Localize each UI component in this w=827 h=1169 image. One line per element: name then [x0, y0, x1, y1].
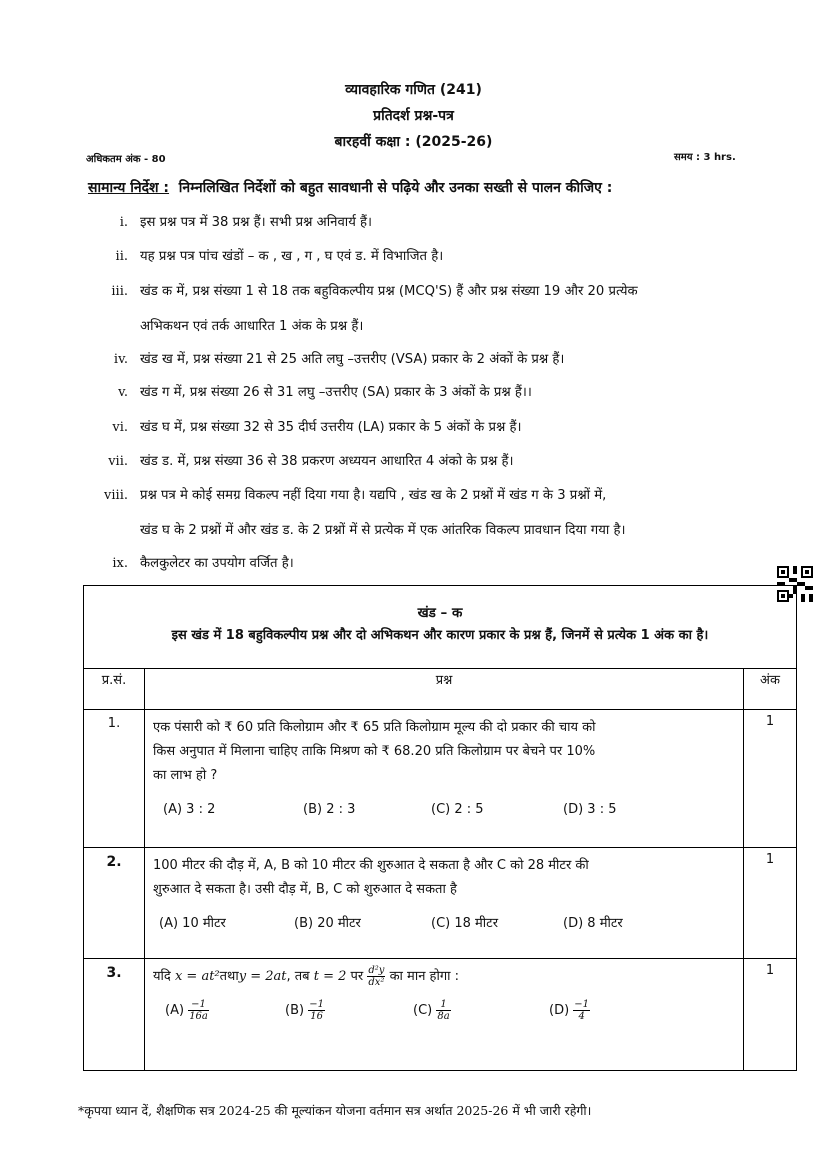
- option-c: (C) 18 मीटर: [431, 916, 499, 931]
- instruction-number: viii.: [104, 488, 128, 503]
- option-fraction: [573, 999, 590, 1022]
- equation-x: x = at²: [174, 969, 220, 984]
- question-number: 2.: [84, 848, 145, 959]
- question-text-then: , तब: [286, 969, 310, 984]
- instruction-text: खंड घ में, प्रश्न संख्या 32 से 35 दीर्घ उत्तरीय (LA) प्रकार के 5 अंकों के प्रश्न हैं।: [140, 420, 522, 435]
- instruction-number: iii.: [111, 284, 128, 299]
- option-b: (B) 2 : 3: [303, 802, 356, 817]
- option-label: (B): [285, 1003, 305, 1018]
- question-row: [84, 710, 797, 848]
- instruction-text: खंड ख में, प्रश्न संख्या 21 से 25 अति लघु –उत्तरीए (VSA) प्रकार के 2 अंकों के प्रश्न हैं।: [140, 352, 565, 367]
- section-title: खंड – क: [417, 605, 463, 621]
- question-marks: 1: [744, 848, 797, 959]
- general-instructions-text: निम्नलिखित निर्देशों को बहुत सावधानी से पढ़िये और उनका सख्ती से पालन कीजिए :: [178, 180, 613, 196]
- column-header-marks: अंक: [744, 669, 797, 710]
- instruction-continuation: अभिकथन एवं तर्क आधारित 1 अंक के प्रश्न हैं।: [140, 319, 364, 334]
- instruction-number: iv.: [113, 352, 128, 367]
- question-text-prefix: यदि: [153, 969, 171, 984]
- instruction-continuation: खंड घ के 2 प्रश्नों में और खंड ड. के 2 प्रश्नों में से प्रत्येक में एक आंतरिक विकल्प प्रावधान दिया गया है।: [140, 523, 626, 538]
- fraction-denominator: 16: [310, 1011, 323, 1022]
- option-label: (A): [165, 1003, 185, 1018]
- option-fraction: [436, 999, 450, 1022]
- question-body: [145, 848, 744, 959]
- option-a: [153, 999, 285, 1023]
- general-instructions-heading: [88, 178, 612, 197]
- options-row: [153, 912, 735, 936]
- section-a-table: [83, 585, 797, 1071]
- instruction-text: इस प्रश्न पत्र में 38 प्रश्न हैं। सभी प्रश्न अनिवार्य हैं।: [140, 215, 373, 230]
- paper-subject-title: व्यावहारिक गणित (241): [345, 82, 482, 98]
- paper-type-title: प्रतिदर्श प्रश्न-पत्र: [373, 108, 454, 124]
- question-marks: 1: [744, 710, 797, 848]
- options-row: [153, 798, 735, 822]
- time-allowed: समय : 3 hrs.: [674, 152, 736, 163]
- option-a: (A) 3 : 2: [163, 802, 216, 817]
- section-description: इस खंड में 18 बहुविकल्पीय प्रश्न और दो अभिकथन और कारण प्रकार के प्रश्न हैं, जिनमें से प्रत्येक 1 अंक का है।: [171, 628, 709, 643]
- fraction-numerator: 1: [436, 999, 450, 1011]
- instruction-number: v.: [118, 385, 128, 400]
- option-d: (D) 8 मीटर: [563, 916, 623, 931]
- instruction-number: ii.: [115, 249, 128, 264]
- instruction-number: vii.: [108, 454, 128, 469]
- question-row: [84, 959, 797, 1071]
- fraction-denominator: 4: [578, 1011, 585, 1022]
- fraction-denominator: 8a: [437, 1011, 450, 1022]
- fraction-numerator: −1: [574, 999, 590, 1010]
- general-instructions-label: सामान्य निर्देश :: [88, 180, 170, 196]
- table-column-headers: [84, 669, 797, 710]
- option-d: (D) 3 : 5: [563, 802, 617, 817]
- question-line: 100 मीटर की दौड़ में, A, B को 10 मीटर की शुरुआत दे सकता है और C को 28 मीटर की: [153, 858, 589, 873]
- footer-note: *कृपया ध्यान दें, शैक्षणिक सत्र 2024-25 की मूल्यांकन योजना वर्तमान सत्र अर्थात 2025-26 में भी जारी रहेगी।: [78, 1103, 592, 1118]
- derivative-fraction: [367, 965, 385, 988]
- instruction-number: i.: [119, 215, 128, 230]
- fraction-numerator: −1: [309, 999, 324, 1010]
- option-b: [285, 999, 413, 1023]
- question-line: का लाभ हो ?: [153, 768, 218, 783]
- question-line: एक पंसारी को ₹ 60 प्रति किलोग्राम और ₹ 65 प्रति किलोग्राम मूल्य की दो प्रकार की चाय को: [153, 720, 596, 735]
- question-body: [145, 959, 744, 1071]
- option-label: (C): [413, 1003, 433, 1018]
- instruction-number: ix.: [112, 556, 128, 571]
- question-text-at: पर: [350, 969, 364, 984]
- options-row: [153, 999, 735, 1023]
- instruction-text: खंड क में, प्रश्न संख्या 1 से 18 तक बहुविकल्पीय प्रश्न (MCQ'S) हैं और प्रश्न संख्या 19 और 20 प्रत्येक: [140, 284, 638, 299]
- question-row: [84, 848, 797, 959]
- instruction-text: यह प्रश्न पत्र पांच खंडों – क , ख , ग , घ एवं ड. में विभाजित है।: [140, 249, 444, 264]
- option-c: [413, 999, 549, 1023]
- max-marks: अधिकतम अंक - 80: [86, 154, 166, 165]
- option-label: (D): [549, 1003, 570, 1018]
- derivative-numerator: d²y: [368, 965, 385, 976]
- column-header-qno: प्र.सं.: [84, 669, 145, 710]
- question-line: [153, 965, 735, 989]
- option-a: (A) 10 मीटर: [159, 916, 226, 931]
- question-line: किस अनुपात में मिलाना चाहिए ताकि मिश्रण को ₹ 68.20 प्रति किलोग्राम पर बेचने पर 10%: [153, 744, 596, 759]
- option-fraction: [188, 999, 209, 1022]
- instruction-text: कैलकुलेटर का उपयोग वर्जित है।: [140, 556, 294, 571]
- equation-y: y = 2at: [238, 969, 287, 984]
- question-text-and: तथा: [219, 969, 239, 984]
- instruction-number: vi.: [112, 420, 128, 435]
- instruction-text: खंड ग में, प्रश्न संख्या 26 से 31 लघु –उत्तरीए (SA) प्रकार के 3 अंकों के प्रश्न हैं।।: [140, 385, 532, 400]
- equation-t: t = 2: [313, 969, 347, 984]
- derivative-denominator: dx²: [368, 977, 385, 988]
- class-year-title: बारहवीं कक्षा : (2025-26): [334, 134, 493, 150]
- option-c: (C) 2 : 5: [431, 802, 484, 817]
- question-number: 1.: [84, 710, 145, 848]
- fraction-denominator: 16a: [189, 1011, 208, 1022]
- option-d: [549, 999, 590, 1023]
- question-marks: 1: [744, 959, 797, 1071]
- question-line: शुरुआत दे सकता है। उसी दौड़ में, B, C को शुरुआत दे सकता है: [153, 882, 457, 897]
- column-header-question: प्रश्न: [145, 669, 744, 710]
- instruction-text: खंड ड. में, प्रश्न संख्या 36 से 38 प्रकरण अध्ययन आधारित 4 अंको के प्रश्न हैं।: [140, 454, 514, 469]
- question-number: 3.: [84, 959, 145, 1071]
- section-header-cell: [84, 586, 797, 669]
- question-body: [145, 710, 744, 848]
- question-text-suffix: का मान होगा :: [389, 969, 460, 984]
- fraction-numerator: −1: [188, 999, 209, 1011]
- option-b: (B) 20 मीटर: [294, 916, 361, 931]
- instruction-text: प्रश्न पत्र मे कोई समग्र विकल्प नहीं दिया गया है। यद्यपि , खंड ख के 2 प्रश्नों में खंड ग के 3 प्रश्नों में,: [140, 488, 607, 503]
- option-fraction: [308, 999, 325, 1022]
